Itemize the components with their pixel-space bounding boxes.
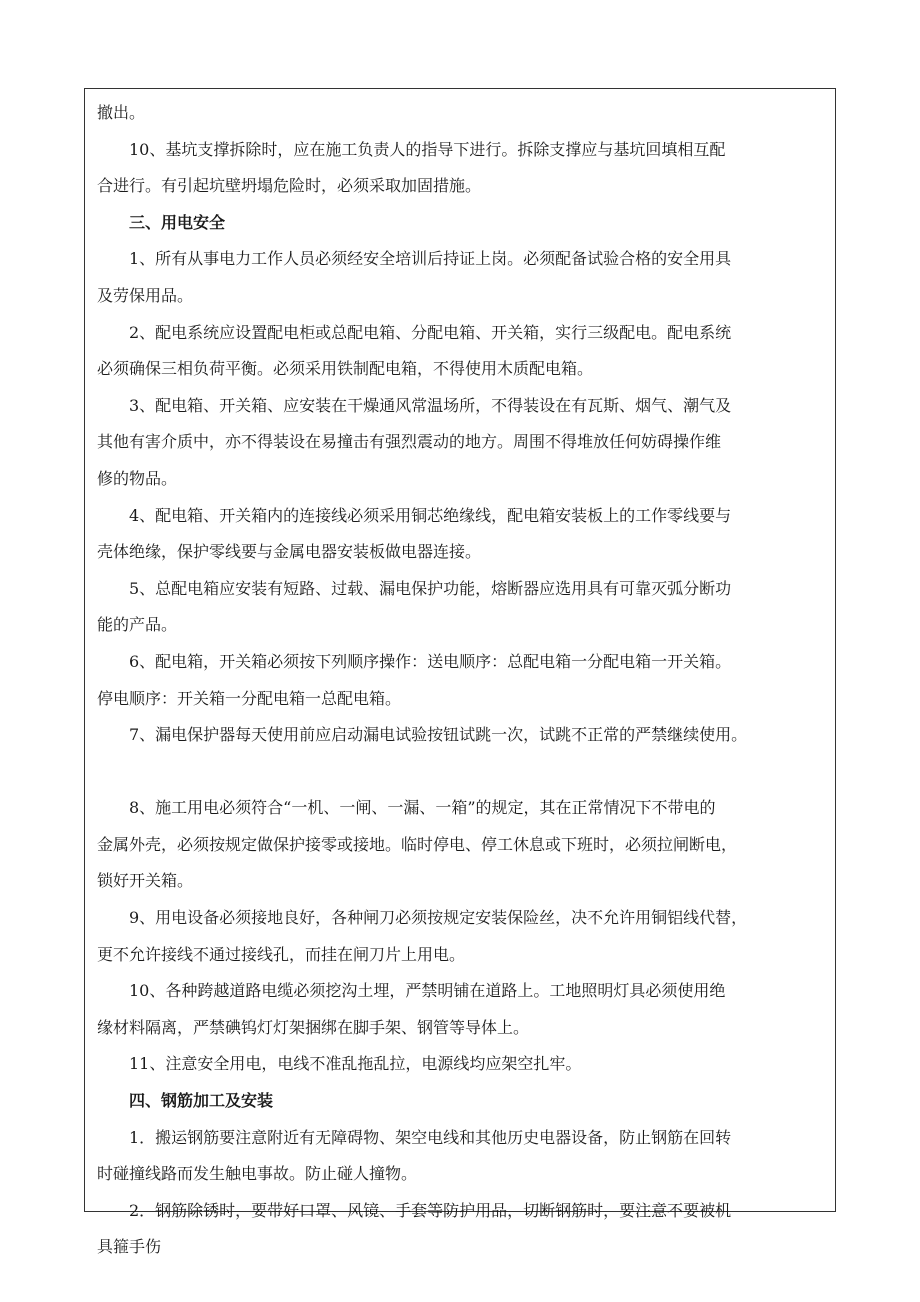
item-2-electrical: 2、配电系统应设置配电柜或总配电箱、分配电箱、开关箱，实行三级配电。配电系统	[129, 322, 732, 342]
document-body	[97, 95, 827, 1257]
text-line: 修的物品。	[97, 468, 178, 488]
text-line: 其他有害介质中，亦不得装设在易撞击有强烈震动的地方。周围不得堆放任何妨碍操作维	[97, 432, 722, 452]
item-11-electrical: 11、注意安全用电，电线不准乱拖乱拉，电源线均应架空扎牢。	[129, 1054, 582, 1074]
document-frame	[84, 88, 836, 1257]
text-line: 撤出。	[97, 103, 146, 122]
item-7-electrical: 7、漏电保护器每天使用前应启动漏电试验按钮试跳一次，试跳不正常的严禁继续使用。	[129, 725, 748, 745]
text-line: 必须确保三相负荷平衡。必须采用铁制配电箱，不得使用木质配电箱。	[97, 359, 594, 379]
text-line: 及劳保用品。	[97, 285, 194, 305]
text-line: 锁好开关箱。	[97, 871, 194, 891]
text-line: 缘材料隔离，严禁碘钨灯灯架捆绑在脚手架、钢管等导体上。	[97, 1017, 530, 1037]
item-9-electrical: 9、用电设备必须接地良好，各种闸刀必须按规定安装保险丝，决不允许用铜铝线代替，	[129, 908, 748, 928]
item-2-rebar: 2．钢筋除锈时，要带好口罩、风镜、手套等防护用品，切断钢筋时，要注意不要被机	[129, 1200, 732, 1220]
text-line: 金属外壳，必须按规定做保护接零或接地。临时停电、停工休息或下班时，必须拉闸断电，	[97, 834, 738, 854]
item-1-rebar: 1．搬运钢筋要注意附近有无障碍物、架空电线和其他历史电器设备，防止钢筋在回转	[129, 1127, 732, 1147]
text-line: 时碰撞线路而发生触电事故。防止碰人撞物。	[97, 1164, 418, 1184]
section-heading-rebar: 四、钢筋加工及安装	[129, 1091, 274, 1111]
item-1-electrical: 1、所有从事电力工作人员必须经安全培训后持证上岗。必须配备试验合格的安全用具	[129, 249, 732, 269]
text-line: 合进行。有引起坑壁坍塌危险时，必须采取加固措施。	[97, 176, 482, 196]
item-10-electrical: 10、各种跨越道路电缆必须挖沟土埋，严禁明铺在道路上。工地照明灯具必须使用绝	[129, 981, 726, 1001]
item-3-electrical: 3、配电箱、开关箱、应安装在干燥通风常温场所，不得装设在有瓦斯、烟气、潮气及	[129, 395, 732, 415]
item-10-excavation: 10、基坑支撑拆除时，应在施工负责人的指导下进行。拆除支撑应与基坑回填相互配	[129, 139, 726, 159]
item-4-electrical: 4、配电箱、开关箱内的连接线必须采用铜芯绝缘线，配电箱安装板上的工作零线要与	[129, 505, 732, 525]
text-line-cut-off: 具箍手伤	[97, 1237, 162, 1257]
item-8-electrical: 8、施工用电必须符合“一机、一闸、一漏、一箱”的规定，其在正常情况下不带电的	[129, 798, 716, 818]
item-6-electrical: 6、配电箱，开关箱必须按下列顺序操作：送电顺序：总配电箱一分配电箱一开关箱。	[129, 651, 732, 671]
blank-line	[97, 754, 827, 791]
text-line: 壳体绝缘，保护零线要与金属电器安装板做电器连接。	[97, 542, 482, 562]
text-line: 能的产品。	[97, 615, 178, 635]
section-heading-electrical-safety: 三、用电安全	[129, 212, 226, 232]
text-line: 停电顺序：开关箱一分配电箱一总配电箱。	[97, 688, 402, 708]
text-line: 更不允许接线不通过接线孔，而挂在闸刀片上用电。	[97, 944, 466, 964]
item-5-electrical: 5、总配电箱应安装有短路、过载、漏电保护功能，熔断器应选用具有可靠灭弧分断功	[129, 578, 732, 598]
